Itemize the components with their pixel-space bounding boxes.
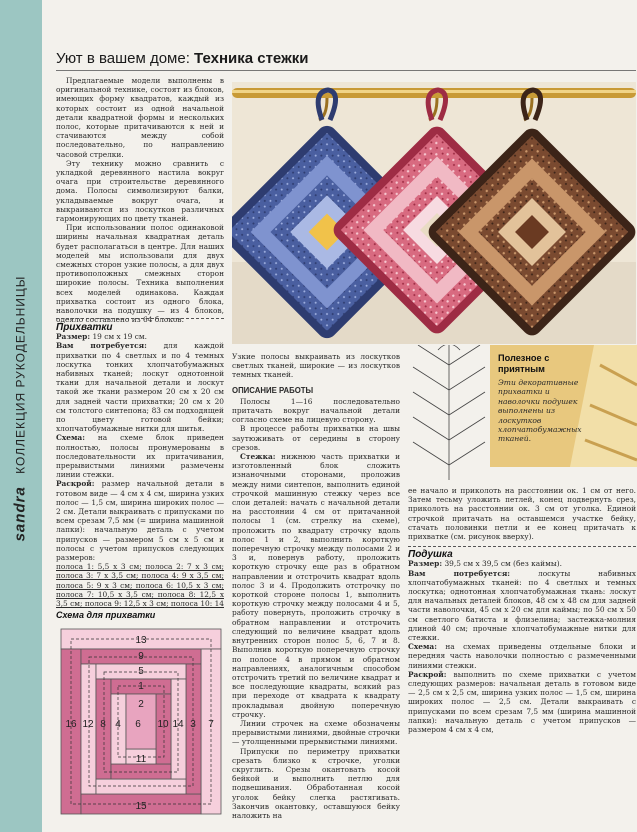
page-headline xyxy=(56,50,308,67)
pillow-title: Подушка xyxy=(408,549,453,561)
pillow-scheme-label: Схема: xyxy=(408,642,437,652)
intro-column xyxy=(56,76,224,324)
cutting-text: размер начальной детали в готовом виде — 4 см х 4 см, ширина узких полос — 1,5 см, ширина широких полос — 2 см. Детали выкраивать с припусками по всем срезам 7,5 мм (= ширина машинной лапки): начальную деталь с учетом припусков — размером 5 см х 5 см и полосы с учетом припусков следующих размеров: xyxy=(56,479,224,563)
potholders-column xyxy=(56,318,224,608)
middle-column xyxy=(232,352,400,820)
diagram-title: Схема для прихватки xyxy=(56,610,156,620)
diagram-number: 15 xyxy=(135,801,147,812)
inset-caption xyxy=(498,353,594,444)
pillow-size-label: Размер: xyxy=(408,559,443,569)
diagram-number: 7 xyxy=(208,719,214,730)
cutting-label: Раскрой: xyxy=(56,479,95,489)
work-title: ОПИСАНИЕ РАБОТЫ xyxy=(232,385,314,395)
pillow-cutting-label: Раскрой: xyxy=(408,669,447,679)
strip-sizes-note: Узкие полосы выкраивать из лоскутков светлых тканей, широкие — из лоскутков темных тканей. xyxy=(232,352,400,380)
loop-sketch xyxy=(408,345,490,480)
inset-text: Эти декоративные прихватки и наволочки подушек выполнены из лоскутков хлопчатобумажных тканей. xyxy=(498,378,582,444)
quilting-text: нижнюю часть прихватки и изготовленный блок сложить изнаночными сторонами, проложив между ними синтепон, выполнить единой строчкой машинную стежку через все слои деталей: начать с начальной детали на расстоянии 4 см от притачанной полосы 1 (см. стрелку на схеме), проложить по квадрату строчку вдоль полос 1 и 2, выполнить короткую поперечную строчку между полосами 2 и 3 и, повернув работу, проложить короткую строчку еще раз в обратном направлении и отстрочить квадрат вдоль полос 3 и 4. Продолжить отстрочку по короткой стороне полосы 1, выполнить короткую строчку между полосами 4 и 5, работу повернуть, проложить строчку в обратном направлении и отстрочить следующий по величине квадрат вдоль внутренних сторон полос 5, 6, 7 и 8. Выполнив короткую поперечную строчку по полосе 4 в прямом и обратном направлениях, аналогичным способом отстрочить третий по величине квадрат и все последующие квадраты, всякий раз при переходе от квадрата к квадрату прокладывая двойную поперечную строчку. xyxy=(232,452,400,719)
diagram-number: 4 xyxy=(115,719,121,730)
diagram-number: 1 xyxy=(138,681,144,692)
diagram-number: 9 xyxy=(138,651,144,662)
diagram-strip xyxy=(96,779,186,794)
brand-logo: sandra xyxy=(11,486,29,542)
pillow-cutting-text: выполнить по схеме прихватки с учетом следующих размеров: начальная деталь в готовом виде — 2,5 см х 2,5 см, ширина узких полос — 1,5 см, ширина широких полос — 2,5 см. Детали выкраивать с припусками по всем срезам 7,5 мм (ширина машинной лапки): начальную деталь с учетом припусков — размером 4 см х 4 см, xyxy=(408,669,636,735)
diagram-number: 5 xyxy=(138,666,144,677)
pillow-materials-text: лоскуты набивных хлопчатобумажных тканей: по 4 светлых и темных лоскутка; однотонная хлопчатобумажная ткань: лоскут для начальных деталей блоков, 48 см х 48 см для задней части наволочки, 45 см х 20 см для каймы; по 50 см х 50 см светлого батиста и флизелина; застежка-молния длиной 40 см; прочные хлопчатобумажные нитки для стежки. xyxy=(408,568,637,643)
size-value: 19 см х 19 см. xyxy=(92,332,147,342)
pillow-materials-label: Вам потребуется: xyxy=(408,568,511,578)
diagram-number: 13 xyxy=(135,635,147,646)
pillow-size-value: 39,5 см х 39,5 см (без каймы). xyxy=(444,559,562,569)
strip-sizes: полоса 1: 5,5 х 3 см; полоса 2: 7 х 3 см; полоса 3: 7 х 3,5 см; полоса 4: 9 х 3,5 см; полоса 5: 9 х 3 см; полоса 6: 10,5 х 3 см; полоса 7: 10,5 х 3,5 см; полоса 8: 12,5 х 3,5 см; полоса 9: 12,5 х 3 см; полоса 10: 14 xyxy=(56,562,224,609)
intro-paragraph: Эту технику можно сравнить с укладкой деревянного настила вокруг очага при строительстве деревянного дома. Полосы символизируют балки, укладываемые вокруг очага, и выкраиваются из лоскутков различных гармонирующих по цвету тканей. xyxy=(56,158,224,224)
diagram-number: 3 xyxy=(190,719,196,730)
inset-caption-box xyxy=(490,345,637,467)
diagram-number: 6 xyxy=(135,719,141,730)
diagram-number: 16 xyxy=(65,719,77,730)
size-label: Размер: xyxy=(56,332,91,342)
side-label xyxy=(12,129,29,689)
pillow-scheme-text: на схемах приведены отдельные блоки и передняя часть наволочки полностью с размеченными линиями стежки. xyxy=(408,642,636,670)
diagram-number: 12 xyxy=(82,719,94,730)
diagram-number: 10 xyxy=(157,719,169,730)
work-paragraph: Припуски по периметру прихватки срезать близко к строчке, уголки скруглить. Срезы окантовать косой бейкой и выполнить петлю для подвешивания. Обработанная косой уголок бейку слегка растягивать. Закончив окантовку, оставшуюся бейку наложить на xyxy=(232,746,400,820)
headline-bold: Техника стежки xyxy=(194,50,309,67)
diagram-number: 8 xyxy=(100,719,106,730)
log-cabin-diagram xyxy=(56,624,226,819)
headline-prefix: Уют в вашем доме: xyxy=(56,50,195,67)
inset-title: Полезное с приятным xyxy=(498,353,550,374)
potholders-illustration xyxy=(232,82,636,344)
materials-text: для каждой прихватки по 4 светлых и по 4 темных лоскутка тонких хлопчатобумажных набивных тканей; лоскут однотонной ткани для начальной детали и лоскут такой же ткани размером 20 см х 20 см для задней части прихватки; 20 см х 20 см толстого синтепона; 83 см подходящей по цвету готовой бейки; хлопчатобумажные нитки для шитья. xyxy=(56,341,224,434)
quilting-label: Стежка: xyxy=(240,452,276,462)
intro-paragraph: При использовании полос одинаковой ширины начальная квадратная деталь будет располагаться в центре. Для наших моделей мы использовали для двух смежных сторон узкие полосы, а для двух противоположных смежных сторон широкие полосы. Техника выполнения всех моделей одинакова. Каждая прихватка состоит из одного блока, наволочки на подушку — из 4 блоков, одеяло составлено из 64 блоков. xyxy=(56,223,224,325)
diagram-number: 14 xyxy=(172,719,184,730)
work-paragraph: Линии строчек на схеме обозначены прерывистыми линиями, двойные строчки — утолщенными прерывистыми линиями. xyxy=(232,718,400,747)
potholder-diagram xyxy=(56,610,226,825)
diagram-number: 2 xyxy=(138,699,144,710)
potholders-photo xyxy=(232,82,636,344)
scheme-text: на схеме блок приведен полностью, полосы пронумерованы в последовательности их притачивания, прерывистыми линиями размечены линии стежки. xyxy=(56,433,224,480)
headline-rule xyxy=(56,70,636,71)
materials-label: Вам потребуется: xyxy=(56,341,147,351)
right-paragraph: ее начало и приколоть на расстоянии ок. 1 см от него. Затем тесьму уложить петлей, конец подвернуть срез, приколоть на расстоянии ок. 3 см от уголка. Единой строчкой притачать на оставшемся участке бейку, стачать половинки петли и ее конец притачать к прихватке (см. рисунок вверху). xyxy=(408,486,636,542)
scheme-label: Схема: xyxy=(56,433,85,443)
potholders-title: Прихватки xyxy=(56,322,113,333)
collection-label: КОЛЛЕКЦИЯ РУКОДЕЛЬНИЦЫ xyxy=(13,275,28,474)
diagram-strip xyxy=(111,764,171,779)
work-paragraph: В процессе работы прихватки на швы заутюживать от середины в сторону срезов. xyxy=(232,424,400,452)
right-column xyxy=(408,486,636,734)
work-paragraph: Полосы 1—16 последовательно притачать вокруг начальной детали согласно схеме на лицевую сторону. xyxy=(232,396,400,425)
pillow-title-rule xyxy=(408,546,636,548)
diagram-number: 11 xyxy=(135,754,147,765)
potholders-title-rule xyxy=(56,318,224,320)
intro-paragraph: Предлагаемые модели выполнены в оригинальной технике, состоят из блоков, имеющих форму квадратов, каждый из которых состоит из одной начальной детали квадратной формы и нескольких полос, которые притачиваются к ней и стачиваются между собой последовательно, по направлению часовой стрелки. xyxy=(56,76,224,159)
